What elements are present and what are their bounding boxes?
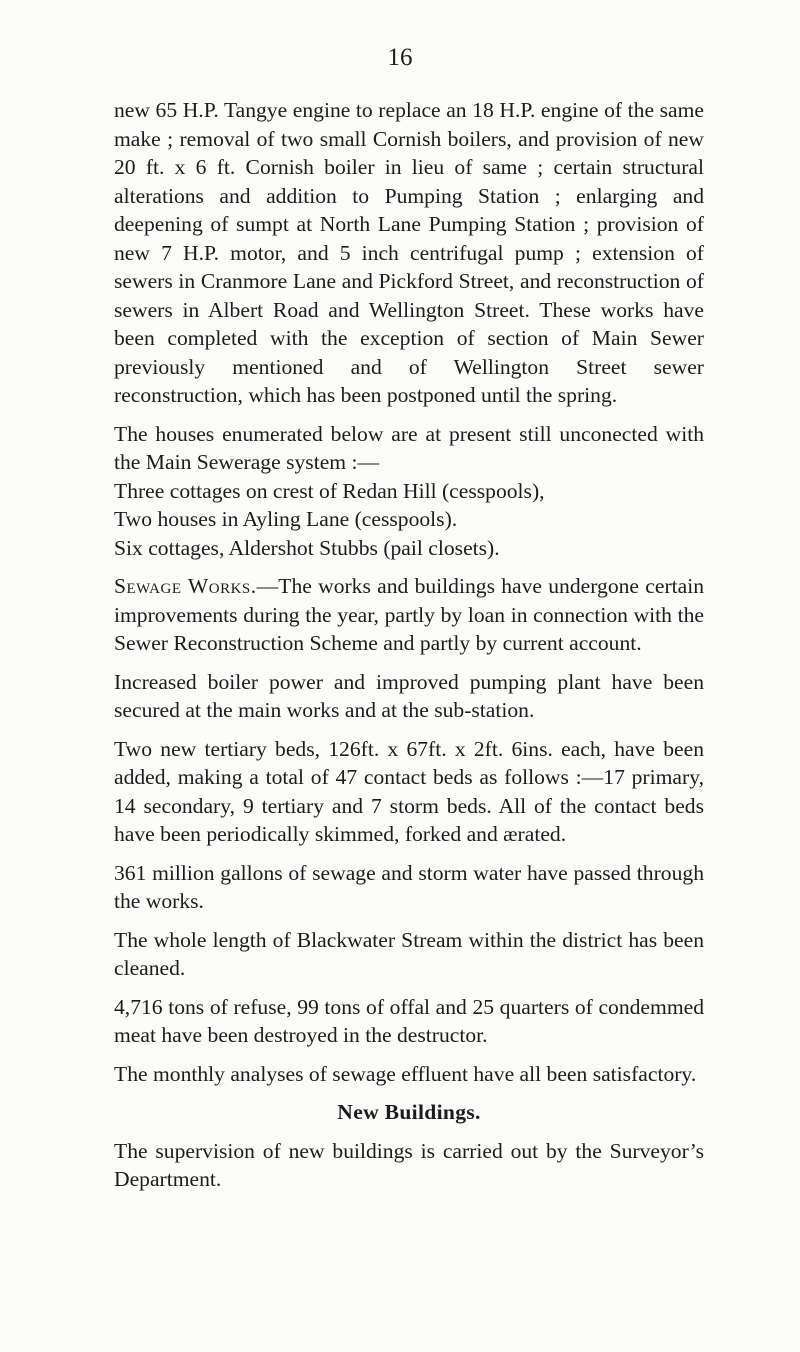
unconnected-houses-section bbox=[114, 420, 704, 563]
paragraph-pumping-works: new 65 H.P. Tangye engine to replace an 18 H.P. engine of the same make ; removal of two small Cornish boilers, and provision of new 20 ft. x 6 ft. Cornish boiler in lieu of same ; certain structural alterations and addition to Pumping Station ; enlarging and deepening of sumpt at North Lane Pumping Station ; provision of new 7 H.P. motor, and 5 inch centrifugal pump ; extension of sewers in Cranmore Lane and Pickford Street, and reconstruction of sewers in Albert Road and Wellington Street. These works have been completed with the exception of section of Main Sewer previously mentioned and of Wellington Street sewer reconstruction, which has been postponed until the spring. bbox=[114, 98, 704, 407]
paragraph-analyses: The monthly analyses of sewage effluent have all been satisfactory. bbox=[114, 1061, 697, 1086]
paragraph-refuse: 4,716 tons of refuse, 99 tons of offal and 25 quarters of condemmed meat have been destroyed in the destructor. bbox=[114, 994, 704, 1047]
paragraph-gallons: 361 million gallons of sewage and storm water have passed through the works. bbox=[114, 860, 704, 913]
list-item: Six cottages, Aldershot Stubbs (pail closets). bbox=[114, 535, 500, 560]
page-number: 16 bbox=[387, 44, 413, 71]
paragraph-unconnected-intro: The houses enumerated below are at present still unconected with the Main Sewerage system :— bbox=[114, 421, 704, 474]
sewage-works-text: —The works and buildings have undergone certain improvements during the year, partly by loan in connection with the Sewer Reconstruction Scheme and partly by current account. bbox=[114, 574, 705, 655]
sewage-works-lead: Sewage Works. bbox=[114, 574, 257, 598]
list-item: Two houses in Ayling Lane (cesspools). bbox=[114, 507, 458, 531]
list-item: Three cottages on crest of Redan Hill (cesspools), bbox=[114, 478, 545, 503]
paragraph-sewage-works bbox=[114, 572, 704, 658]
paragraph-blackwater-stream: The whole length of Blackwater Stream within the district has been cleaned. bbox=[114, 927, 704, 980]
section-heading: New Buildings. bbox=[337, 1100, 481, 1124]
paragraph-supervision: The supervision of new buildings is carried out by the Surveyor’s Department. bbox=[114, 1138, 704, 1191]
paragraph-contact-beds: Two new tertiary beds, 126ft. x 67ft. x 2ft. 6ins. each, have been added, making a total of 47 contact beds as follows :—17 primary, 14 secondary, 9 tertiary and 7 storm beds. All of the contact beds have been periodically skimmed, forked and ærated. bbox=[114, 736, 704, 846]
paragraph-boiler-power: Increased boiler power and improved pumping plant have been secured at the main works and at the sub-station. bbox=[114, 669, 704, 722]
body-text bbox=[114, 96, 704, 1194]
